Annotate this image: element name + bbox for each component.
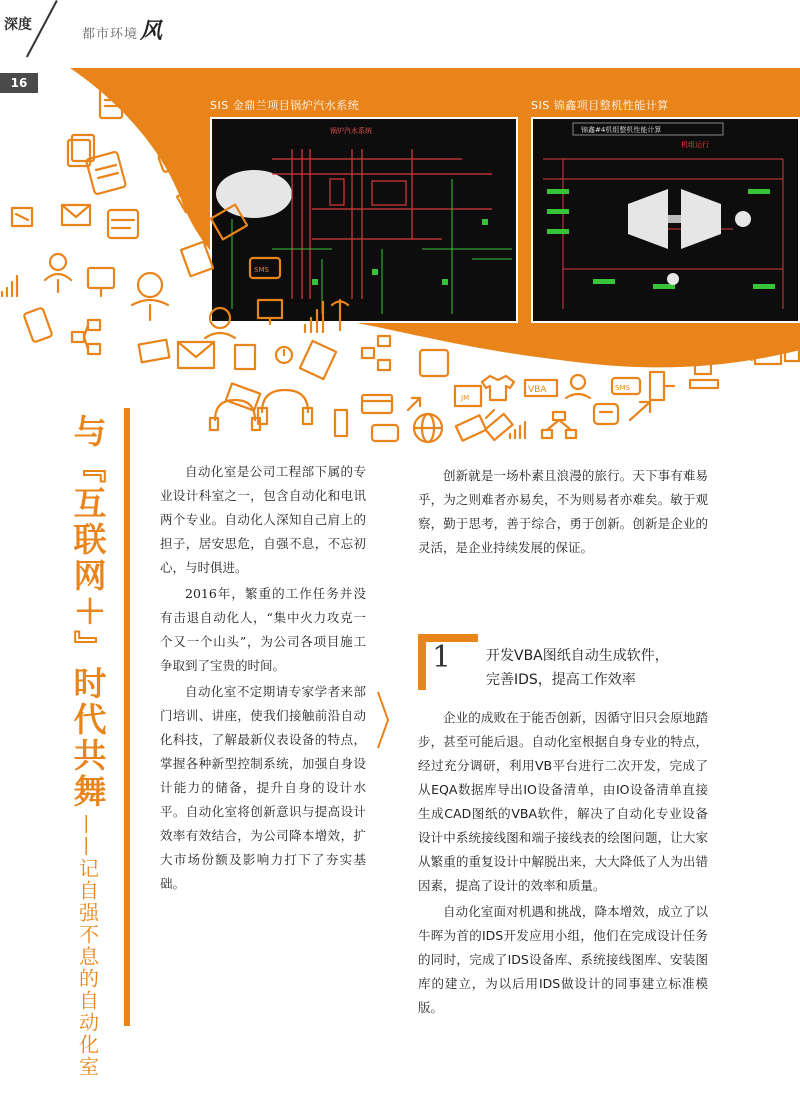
fax-icon [755, 338, 781, 364]
document-icon [139, 340, 170, 363]
computer-icon [258, 300, 282, 324]
globe-icon [414, 414, 442, 442]
left-paragraph-2: 2016年，繁重的工作任务并没有击退自动化人，“集中火力攻克一个又一个山头”，为公司各项目施工争取到了宝贵的时间。 [160, 586, 366, 673]
sms-icon [250, 258, 280, 278]
document-icon [420, 350, 448, 376]
document-icon [177, 186, 205, 213]
document-icon [300, 341, 336, 379]
network-icon [690, 362, 718, 388]
document-icon [86, 151, 126, 194]
left-column [160, 460, 366, 898]
document-icon [12, 208, 32, 226]
document-icon [100, 90, 122, 118]
signal-icon [305, 302, 323, 332]
sms-icon [158, 145, 192, 172]
document-icon [455, 386, 481, 406]
title-sub: ——记自强不息的自动化室 [75, 814, 100, 1078]
mail-icon [62, 205, 90, 225]
chair-icon [132, 273, 168, 320]
svg-text:JM: JM [461, 394, 470, 402]
section-body [418, 706, 708, 1022]
shirt-icon [482, 376, 514, 400]
document-icon [68, 135, 94, 166]
left-paragraph-1: 自动化室是公司工程部下属的专业设计科室之一，包含自动化和电讯两个专业。自动化人深知自己肩上的担子，居安思危，自强不息，不忘初心，与时俱进。 [160, 464, 366, 575]
signal-icon [2, 276, 17, 296]
mail-icon [178, 342, 214, 368]
printer-icon [211, 205, 247, 240]
svg-text:SMS: SMS [164, 156, 182, 170]
sms-icon [372, 425, 398, 441]
sms-icon [612, 378, 640, 394]
headset-icon [258, 390, 312, 424]
clock-icon [276, 347, 292, 363]
section-paragraph-2: 自动化室面对机遇和挑战，降本增效，成立了以牛晖为首的IDS开发应用小组，他们在完成设计任务的同时，完成了IDS设备库、系统接线图库、安装图库的建立，为以后用IDS做设计的同事建立标准模版。 [418, 904, 708, 1015]
arrow-icon [630, 402, 650, 420]
document-icon [235, 345, 255, 369]
intro-paragraph: 创新就是一场朴素且浪漫的旅行。天下事有难易乎，为之则难者亦易矣，不为则易者亦难矣。敏于观察，勤于思考，善于综合，勇于创新。创新是企业的灵活，是企业持续发展的保证。 [418, 468, 708, 555]
sms-icon [226, 383, 260, 410]
chair-icon [728, 337, 752, 360]
chair-icon [205, 308, 235, 338]
screenshot-caption-2: SIS 锦鑫项目整机性能计算 [531, 99, 669, 112]
right-intro [418, 464, 708, 562]
section-title: 开发VBA图纸自动生成软件， 完善IDS，提高工作效率 [486, 648, 669, 688]
computer-icon [650, 372, 674, 400]
article-title [66, 414, 110, 1078]
page-number: 16 [0, 73, 38, 93]
screenshot-1-title: 锅炉汽水系统 [330, 127, 372, 135]
screenshot-caption-1: SIS 金鼎兰项目锅炉汽水系统 [210, 99, 360, 112]
satellite-icon [485, 414, 512, 440]
section-number: 1 [432, 640, 452, 675]
fax-icon [108, 210, 138, 238]
column-divider-arrow [376, 690, 390, 750]
satellite-icon [456, 410, 494, 441]
svg-text:SMS: SMS [254, 266, 269, 274]
computer-icon [88, 268, 114, 296]
tower-icon [332, 300, 348, 330]
screenshot-2-status: 机组运行 [681, 141, 709, 149]
title-accent-bar [124, 408, 130, 1026]
column-label: 都市环境风 [82, 19, 164, 44]
phone-icon [785, 335, 799, 361]
chair-icon [566, 375, 590, 398]
network-icon [362, 336, 390, 370]
network-icon [72, 320, 100, 354]
svg-text:VBA: VBA [528, 385, 547, 395]
phone-icon [594, 404, 618, 424]
screenshot-2-title: 锦鑫#4机组整机性能计算 [581, 126, 662, 134]
hierarchy-icon [542, 412, 576, 438]
section-paragraph-1: 企业的成败在于能否创新，因循守旧只会原地踏步，甚至可能后退。自动化室根据自身专业的特点，经过充分调研，利用VB平台进行二次开发，完成了从EQA数据库导出IO设备清单，由IO设备清单直接生成CAD图纸的VBA软件，解决了自动化专业设备设计中系统接线图和端子接线表的绘图问题，让大家从繁重的重复设计中解脱出来，大大降低了人为出错因素，提高了设计的效率和质量。 [418, 710, 708, 893]
vba-label [525, 380, 557, 396]
section-label: 深度 [4, 17, 32, 33]
section-heading [418, 634, 708, 690]
chair-icon [45, 254, 71, 292]
title-main: 与『互联网＋』时代共舞 [68, 414, 108, 810]
books-icon [335, 410, 347, 436]
phone-icon [23, 307, 52, 342]
document-icon [181, 242, 213, 277]
icon-cloud [0, 60, 800, 450]
bank-card-icon [362, 395, 392, 413]
left-paragraph-3: 自动化室不定期请专家学者来部门培训、讲座，使我们接触前沿自动化科技，了解最新仪表设备的特点，掌握各种新型控制系统，加强自身设计能力的储备，提升自身的设计水平。自动化室将创新意识与提高设计效率有效结合，为公司降本增效，扩大市场份额及影响力打下了夯实基础。 [160, 684, 366, 891]
svg-text:SMS: SMS [615, 384, 630, 392]
arrow-icon [408, 398, 420, 410]
